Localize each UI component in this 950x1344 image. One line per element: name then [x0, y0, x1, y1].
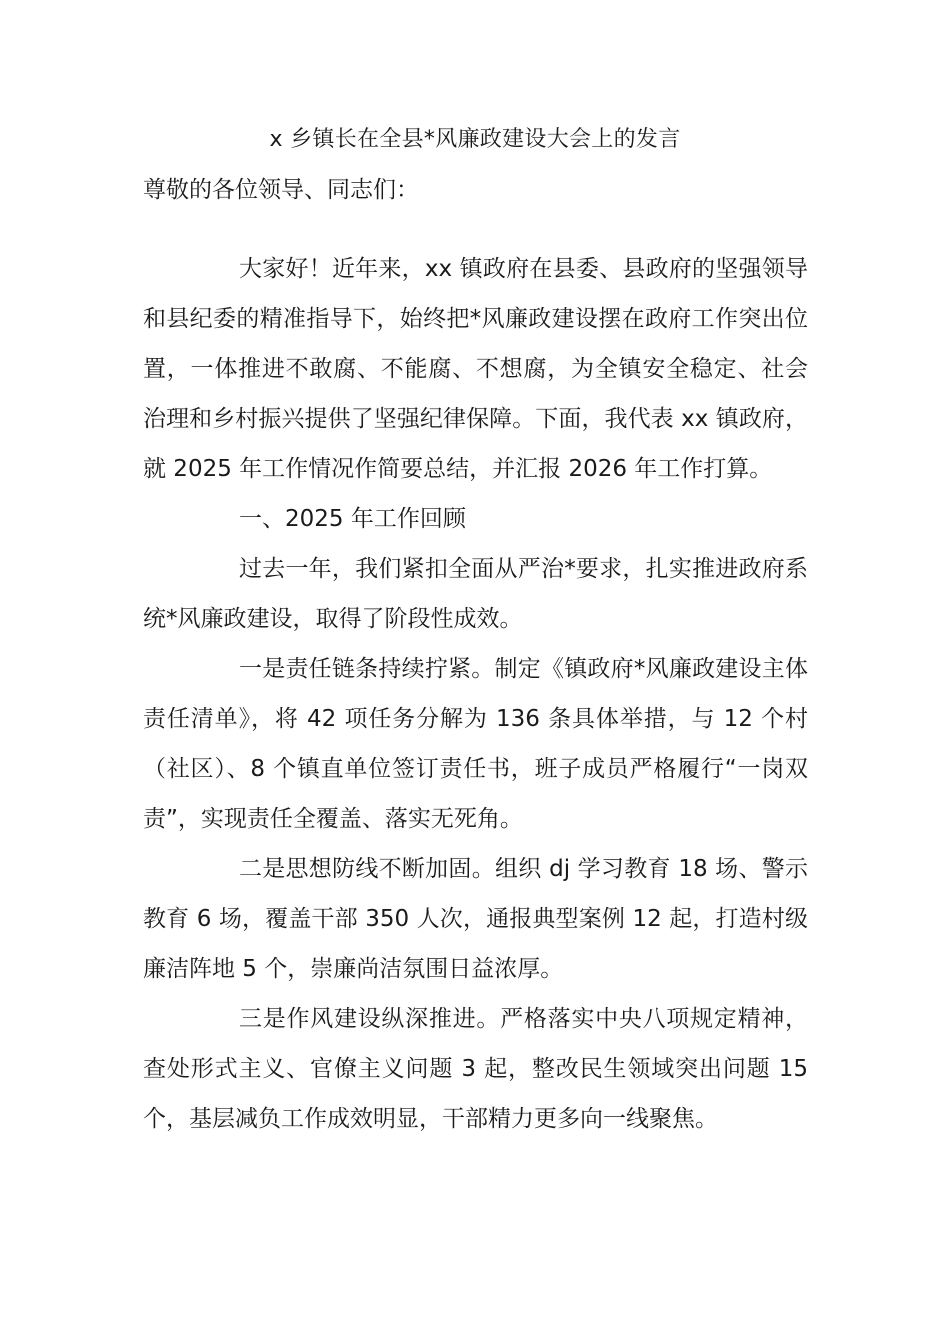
paragraph-ideology: 二是思想防线不断加固。组织 dj 学习教育 18 场、警示教育 6 场，覆盖干部 350 人次，通报典型案例 12 起，打造村级廉洁阵地 5 个，崇廉尚洁氛围日益浓厚。 [143, 856, 808, 982]
paragraph-intro: 大家好！近年来，xx 镇政府在县委、县政府的坚强领导和县纪委的精准指导下，始终把*风廉政建设摆在政府工作突出位置，一体推进不敢腐、不能腐、不想腐，为全镇安全稳定、社会治理和乡村振兴提供了坚强纪律保障。下面，我代表 xx 镇政府，就 2025 年工作情况作简要总结，并汇报 2026 年工作打算。 [143, 256, 808, 482]
document-title: x 乡镇长在全县*风廉政建设大会上的发言 [269, 127, 681, 152]
paragraph-review: 过去一年，我们紧扣全面从严治*要求，扎实推进政府系统*风廉政建设，取得了阶段性成效。 [143, 556, 808, 632]
document-body [143, 244, 808, 1144]
paragraph-work-style: 三是作风建设纵深推进。严格落实中央八项规定精神，查处形式主义、官僚主义问题 3 起，整改民生领域突出问题 15 个，基层减负工作成效明显，干部精力更多向一线聚焦。 [143, 1006, 808, 1132]
salutation: 尊敬的各位领导、同志们： [143, 177, 419, 203]
section-heading: 一、2025 年工作回顾 [239, 506, 466, 532]
paragraph-responsibility: 一是责任链条持续拧紧。制定《镇政府*风廉政建设主体责任清单》，将 42 项任务分解为 136 条具体举措，与 12 个村（社区）、8 个镇直单位签订责任书，班子成员严格履行“一岗双责”，实现责任全覆盖、落实无死角。 [143, 656, 808, 832]
